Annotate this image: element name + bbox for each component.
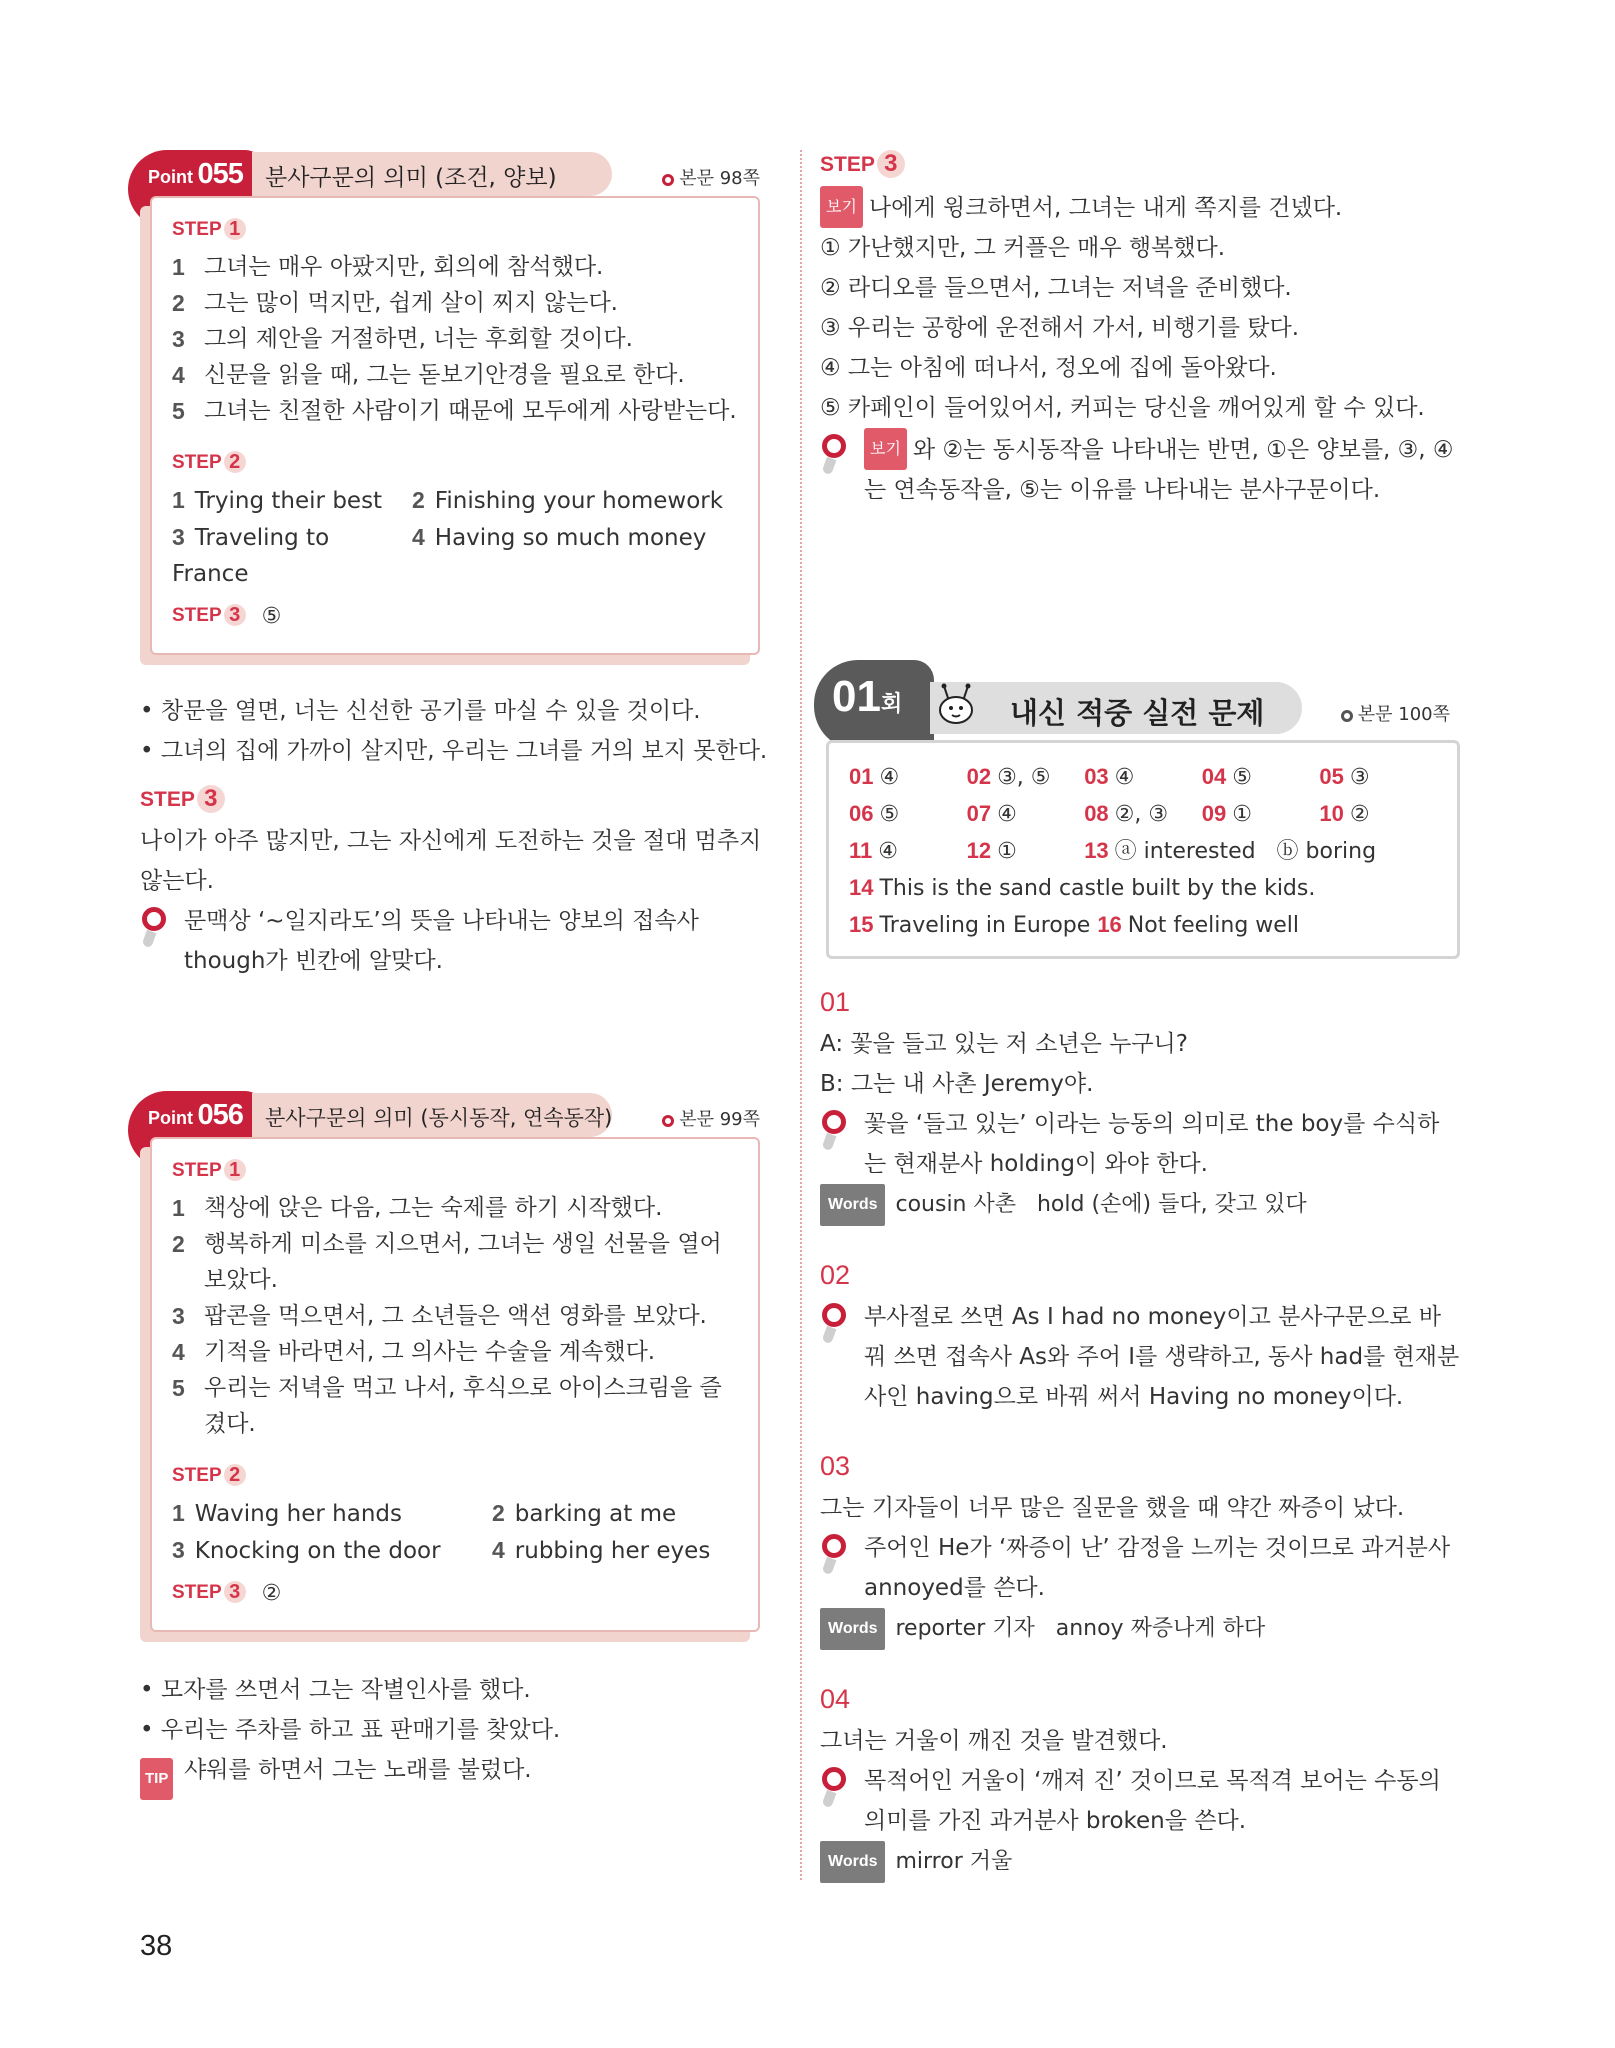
- step-word: STEP: [820, 153, 875, 176]
- bullet-item: • 우리는 주차를 하고 표 판매기를 찾았다.: [140, 1710, 770, 1750]
- bogi-line: [820, 186, 1460, 228]
- words-tag: Words: [820, 1184, 885, 1226]
- answer-item: [172, 1532, 492, 1569]
- item-text: 팝콘을 먹으면서, 그 소년들은 액션 영화를 보았다.: [204, 1303, 707, 1329]
- answer-number: 16: [1097, 912, 1122, 937]
- answer-number: 14: [849, 875, 874, 900]
- answer-value: ①: [997, 839, 1017, 864]
- answer-value: Traveling in Europe: [879, 913, 1091, 938]
- answer-number: 04: [1201, 764, 1227, 789]
- list-item: [172, 1190, 738, 1226]
- test-01-section: [820, 660, 1460, 959]
- question-number: 02: [820, 1260, 851, 1290]
- step-3-section: [172, 1581, 738, 1612]
- step-number: 2: [224, 1464, 246, 1486]
- explanation: [820, 1297, 1460, 1417]
- answer-value: ④: [878, 839, 898, 864]
- test-title: 내신 적중 실전 문제: [1010, 696, 1265, 730]
- answer-number: 11: [849, 838, 873, 863]
- page-ref: [662, 1105, 760, 1131]
- step-number: 1: [224, 218, 246, 240]
- test-hoe-text: 회: [880, 691, 903, 716]
- question-translation: 그는 기자들이 너무 많은 질문을 했을 때 약간 짜증이 났다.: [820, 1495, 1405, 1521]
- bullet-list-1: [140, 691, 770, 771]
- answer-line: [849, 907, 1437, 944]
- item-number: 2: [172, 1231, 185, 1257]
- pin-icon: [820, 1534, 852, 1578]
- answer-line: [849, 870, 1437, 907]
- item-number: 1: [172, 1195, 185, 1221]
- item-text: 그녀는 매우 아팠지만, 회의에 참석했다.: [204, 254, 604, 280]
- item-number: 2: [172, 290, 185, 316]
- page-ref-text: 본문 98쪽: [679, 168, 760, 189]
- explanation-text: 주어인 He가 ‘짜증이 난’ 감정을 느끼는 것이므로 과거분사 annoyed를 쓴다.: [864, 1535, 1451, 1601]
- list-item: [172, 393, 738, 429]
- list-item: [172, 1298, 738, 1334]
- right-column: [820, 150, 1460, 1883]
- point-number: 055: [197, 158, 243, 190]
- answer-cell: [1084, 759, 1202, 796]
- answer-number: 06: [849, 801, 874, 826]
- answer-item: [172, 482, 412, 519]
- option-line: ④ 그는 아침에 떠나서, 정오에 집에 돌아왔다.: [820, 355, 1277, 381]
- answer-number: 12: [966, 838, 992, 863]
- step-1-label: [172, 1159, 246, 1182]
- question-number: 01: [820, 987, 851, 1017]
- question-03: [820, 1451, 1460, 1650]
- bullet-item: • 창문을 열면, 너는 신선한 공기를 마실 수 있을 것이다.: [140, 691, 770, 731]
- bullet-item: • 그녀의 집에 가까이 살지만, 우리는 그녀를 거의 보지 못한다.: [140, 731, 770, 771]
- question-translation: 그녀는 거울이 깨진 것을 발견했다.: [820, 1728, 1168, 1754]
- answer-value: This is the sand castle built by the kids.: [879, 876, 1316, 901]
- step-word: STEP: [172, 605, 222, 626]
- answer-item: [412, 482, 738, 519]
- answer-number: 10: [1319, 801, 1344, 826]
- answer-item: [492, 1532, 738, 1569]
- answer-grid: [849, 759, 1437, 870]
- bogi-tag: 보기: [864, 428, 907, 470]
- left-column: [140, 150, 770, 1790]
- item-number: 4: [172, 362, 185, 388]
- dialogue-line: B: 그는 내 사촌 Jeremy야.: [820, 1071, 1094, 1097]
- step-3-label: [172, 604, 246, 627]
- answer-cell: [849, 759, 967, 796]
- page-number: 38: [140, 1930, 173, 1962]
- answer-item: [172, 1495, 492, 1532]
- explanation: [820, 1761, 1460, 1841]
- words-line: [820, 1608, 1460, 1650]
- answer-number: 05: [1319, 764, 1344, 789]
- step-3-review: [820, 150, 1460, 510]
- step-2-section: [172, 1464, 738, 1569]
- explanation: [820, 428, 1460, 510]
- answer-number: 15: [849, 912, 874, 937]
- item-text: Finishing your homework: [434, 488, 724, 514]
- list-item: [172, 285, 738, 321]
- list-item: [172, 357, 738, 393]
- answer-value: ⑤: [879, 802, 900, 827]
- item-number: 4: [412, 524, 425, 550]
- words-tag: Words: [820, 1608, 885, 1650]
- bogi-text: 나에게 윙크하면서, 그녀는 내게 쪽지를 건넸다.: [868, 195, 1343, 221]
- step-3-extra: [140, 785, 770, 981]
- step-3-section: [172, 604, 738, 635]
- words-text: cousin 사촌 hold (손에) 들다, 갖고 있다: [895, 1192, 1307, 1217]
- answer-key-box: [826, 740, 1460, 959]
- answer-value: ③: [1349, 765, 1370, 790]
- point-word: Point: [148, 1108, 193, 1128]
- question-04: [820, 1684, 1460, 1883]
- point-055-header: [140, 150, 770, 200]
- question-01: [820, 987, 1460, 1226]
- page-ref: [662, 164, 760, 190]
- step-3-answer: ⑤: [261, 604, 282, 629]
- item-text: Traveling to France: [172, 525, 330, 587]
- dialogue-line: A: 꽃을 들고 있는 저 소년은 누구니?: [820, 1031, 1188, 1057]
- step-word: STEP: [172, 452, 222, 473]
- pin-icon: [820, 1767, 852, 1811]
- point-056-header: [140, 1091, 770, 1141]
- item-text: 그의 제안을 거절하면, 너는 후회할 것이다.: [204, 326, 633, 352]
- step-2-answers: [172, 482, 738, 592]
- answer-value: ②, ③: [1114, 802, 1169, 827]
- mascot-icon: [932, 682, 980, 728]
- test-number: [832, 672, 902, 722]
- answer-cell: [849, 796, 967, 833]
- answer-cell: [1319, 759, 1437, 796]
- explanation: [820, 1104, 1460, 1184]
- explanation: [820, 1528, 1460, 1608]
- words-text: mirror 거울: [895, 1849, 1013, 1874]
- answer-cell: [967, 759, 1085, 796]
- list-item: [172, 1226, 738, 1298]
- step-3-heading: [820, 150, 905, 178]
- tip-text: 샤워를 하면서 그는 노래를 불렀다.: [184, 1757, 532, 1783]
- item-text: 그는 많이 먹지만, 쉽게 살이 찌지 않는다.: [204, 290, 618, 316]
- item-text: rubbing her eyes: [514, 1538, 711, 1564]
- step-word: STEP: [172, 1465, 222, 1486]
- item-number: 1: [172, 1500, 185, 1526]
- question-02: [820, 1260, 1460, 1417]
- step-number: 3: [224, 1581, 246, 1603]
- item-number: 2: [492, 1500, 505, 1526]
- option-line: ① 가난했지만, 그 커플은 매우 행복했다.: [820, 235, 1226, 261]
- item-number: 3: [172, 1537, 185, 1563]
- answer-number: 02: [966, 764, 992, 789]
- step-number: 2: [224, 451, 246, 473]
- step-number: 3: [197, 785, 225, 813]
- answer-item: [412, 519, 738, 592]
- step-3-label: [172, 1581, 246, 1604]
- test-header: [820, 660, 1460, 738]
- step-word: STEP: [172, 1582, 222, 1603]
- words-line: [820, 1841, 1460, 1883]
- explanation-text: 부사절로 쓰면 As I had no money이고 분사구문으로 바꿔 쓰면 접속사 As와 주어 I를 생략하고, 동사 had를 현재분사인 having으로 바꿔 써서 Having no money이다.: [864, 1304, 1460, 1410]
- point-055-box: [150, 196, 760, 655]
- item-number: 5: [172, 398, 185, 424]
- step-2-answers: [172, 1495, 738, 1569]
- answer-value: ③, ⑤: [997, 765, 1051, 790]
- item-number: 5: [172, 1375, 185, 1401]
- item-text: 행복하게 미소를 지으면서, 그녀는 생일 선물을 열어보았다.: [204, 1231, 722, 1293]
- answer-value: ④: [1114, 765, 1135, 790]
- explanation-text: 와 ②는 동시동작을 나타내는 반면, ①은 양보를, ③, ④는 연속동작을, ⑤는 이유를 나타내는 분사구문이다.: [864, 437, 1454, 503]
- explanation-text: 목적어인 거울이 ‘깨져 진’ 것이므로 목적격 보어는 수동의 의미를 가진 과거분사 broken을 쓴다.: [864, 1768, 1441, 1834]
- answer-cell: [967, 796, 1085, 833]
- answer-number: 08: [1084, 801, 1109, 826]
- point-055-section: [140, 150, 770, 655]
- words-tag: Words: [820, 1841, 885, 1883]
- answer-cell: [1084, 833, 1437, 870]
- item-text: barking at me: [514, 1501, 677, 1527]
- answer-number: 13: [1084, 838, 1109, 863]
- answer-cell: [1319, 796, 1437, 833]
- item-number: 1: [172, 254, 185, 280]
- step-3-heading: [140, 785, 225, 813]
- option-line: ⑤ 카페인이 들어있어서, 커피는 당신을 깨어있게 할 수 있다.: [820, 395, 1425, 421]
- answer-cell: [1202, 759, 1320, 796]
- step-word: STEP: [140, 788, 195, 811]
- answer-cell: [967, 833, 1085, 870]
- pin-icon: [140, 907, 172, 951]
- step-number: 1: [224, 1159, 246, 1181]
- answer-number: 09: [1201, 801, 1227, 826]
- tip-note: [140, 1750, 770, 1790]
- list-item: [172, 249, 738, 285]
- answer-value: ⓐ interested ⓑ boring: [1114, 839, 1377, 864]
- list-item: [172, 1334, 738, 1370]
- item-text: Having so much money: [434, 525, 707, 551]
- explanation: [140, 901, 770, 981]
- answer-number: 01: [849, 764, 874, 789]
- item-text: 우리는 저녁을 먹고 나서, 후식으로 아이스크림을 즐겼다.: [204, 1375, 722, 1437]
- answer-value: ④: [879, 765, 900, 790]
- item-text: 그녀는 친절한 사람이기 때문에 모두에게 사랑받는다.: [204, 398, 737, 424]
- point-056-section: [140, 1091, 770, 1632]
- bullet-list-2: [140, 1670, 770, 1750]
- option-line: ③ 우리는 공항에 운전해서 가서, 비행기를 탔다.: [820, 315, 1300, 341]
- question-number: 04: [820, 1684, 851, 1714]
- ref-bullet-icon: [662, 1115, 674, 1127]
- words-text: reporter 기자 annoy 짜증나게 하다: [895, 1616, 1266, 1641]
- step-word: STEP: [172, 1160, 222, 1181]
- item-number: 4: [172, 1339, 185, 1365]
- explanation-text: 꽃을 ‘들고 있는’ 이라는 능동의 의미로 the boy를 수식하는 현재분사 holding이 와야 한다.: [864, 1111, 1440, 1177]
- answer-cell: [1202, 796, 1320, 833]
- item-number: 4: [492, 1537, 505, 1563]
- step-number: 3: [224, 604, 246, 626]
- item-text: 기적을 바라면서, 그 의사는 수술을 계속했다.: [204, 1339, 656, 1365]
- item-number: 2: [412, 487, 425, 513]
- step-2-label: [172, 1464, 246, 1487]
- page-ref-text: 본문 100쪽: [1357, 704, 1450, 725]
- item-text: 신문을 읽을 때, 그는 돋보기안경을 필요로 한다.: [204, 362, 685, 388]
- column-divider: [800, 150, 802, 1880]
- answer-value: ①: [1232, 802, 1253, 827]
- test-num-text: 01: [832, 672, 881, 721]
- answer-item: [172, 519, 412, 592]
- list-item: [172, 321, 738, 357]
- item-text: Waving her hands: [194, 1501, 402, 1527]
- point-056-box: [150, 1137, 760, 1632]
- item-text: 책상에 앉은 다음, 그는 숙제를 하기 시작했다.: [204, 1195, 663, 1221]
- step-2-section: [172, 451, 738, 592]
- pin-icon: [820, 1110, 852, 1154]
- pin-icon: [820, 434, 852, 478]
- bullet-item: • 모자를 쓰면서 그는 작별인사를 했다.: [140, 1670, 770, 1710]
- answer-value: ⑤: [1232, 765, 1253, 790]
- question-number: 03: [820, 1451, 851, 1481]
- item-text: Knocking on the door: [194, 1538, 441, 1564]
- item-number: 3: [172, 1303, 185, 1329]
- point-label: [148, 1099, 243, 1132]
- ref-bullet-icon: [662, 174, 674, 186]
- words-line: [820, 1184, 1460, 1226]
- option-line: ② 라디오를 들으면서, 그녀는 저녁을 준비했다.: [820, 275, 1292, 301]
- point-title: 분사구문의 의미 (조건, 양보): [265, 165, 557, 191]
- step-3-translation: 나이가 아주 많지만, 그는 자신에게 도전하는 것을 절대 멈추지 않는다.: [140, 828, 762, 894]
- point-label: [148, 158, 243, 191]
- answer-value: ④: [997, 802, 1017, 827]
- bogi-tag: 보기: [820, 186, 863, 228]
- explanation-text: 문맥상 ‘~일지라도’의 뜻을 나타내는 양보의 접속사 though가 빈칸에 알맞다.: [184, 908, 699, 974]
- item-number: 3: [172, 326, 185, 352]
- page-ref: [1341, 700, 1450, 726]
- step-1-label: [172, 218, 246, 241]
- tip-badge: TIP: [140, 1758, 173, 1800]
- answer-cell: [1084, 796, 1202, 833]
- point-word: Point: [148, 167, 193, 187]
- answer-number: 03: [1084, 764, 1109, 789]
- answer-item: [492, 1495, 738, 1532]
- ref-bullet-icon: [1341, 710, 1353, 722]
- point-title: 분사구문의 의미 (동시동작, 연속동작): [265, 1106, 613, 1130]
- step-1-list: [172, 1190, 738, 1442]
- item-number: 3: [172, 524, 185, 550]
- point-number: 056: [197, 1099, 243, 1131]
- answer-cell: [849, 833, 967, 870]
- answer-value: ②: [1349, 802, 1370, 827]
- item-text: Trying their best: [194, 488, 383, 514]
- page-ref-text: 본문 99쪽: [679, 1109, 760, 1130]
- step-3-answer: ②: [261, 1581, 282, 1606]
- step-number: 3: [877, 150, 905, 178]
- step-word: STEP: [172, 219, 222, 240]
- answer-value: Not feeling well: [1127, 913, 1300, 938]
- answer-number: 07: [966, 801, 992, 826]
- step-1-list: [172, 249, 738, 429]
- list-item: [172, 1370, 738, 1442]
- step-2-label: [172, 451, 246, 474]
- pin-icon: [820, 1303, 852, 1347]
- item-number: 1: [172, 487, 185, 513]
